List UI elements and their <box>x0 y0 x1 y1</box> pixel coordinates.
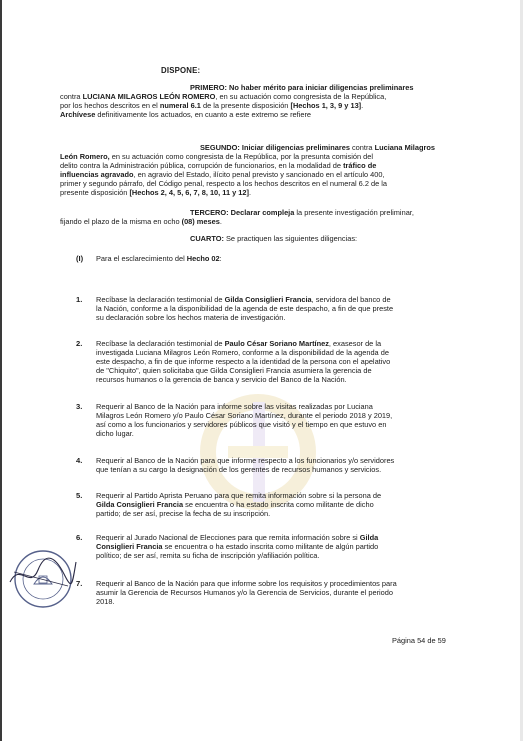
item-text-line: 2018. <box>96 597 115 607</box>
item-number: 6. <box>76 533 83 542</box>
item-text-line: dicho lugar. <box>96 429 134 439</box>
item-text-line: Gilda Consiglieri Francia se encuentra o ha estado inscrita como militante de dicho <box>96 500 374 510</box>
item-text-line: Recíbase la declaración testimonial de Gilda Consiglieri Francia, servidora del banco de <box>96 295 391 304</box>
item-text-line: así como a los funcionarios y servidores públicos que visitó y el tiempo en que estuvo en <box>96 420 387 430</box>
item-text-line: político; de ser así, remita su ficha de inscripción y/afiliación política. <box>96 551 320 561</box>
dispone-heading: DISPONE: <box>161 66 201 75</box>
tercero-line-1: TERCERO: Declarar compleja la presente investigación preliminar, <box>190 208 414 217</box>
tercero-line-2: fijando el plazo de la misma en ocho (08) meses. <box>60 217 222 226</box>
segundo-line-2: León Romero, en su actuación como congresista de la República, por la presunta comisión del <box>60 152 374 161</box>
item-text-line: investigada Luciana Milagros León Romero, conforme a la disponibilidad de la agenda de <box>96 348 389 358</box>
item-text-line: Requerir al Banco de la Nación para informe sobre las visitas realizadas por Luciana <box>96 402 373 411</box>
item-text-line: Requerir al Jurado Nacional de Elecciones para que remita información sobre si Gilda <box>96 533 379 542</box>
item-text-line: este despacho, a fin de que informe respecto a la identidad de la persona con el apelativo <box>96 357 391 367</box>
page-number: Página 54 de 59 <box>392 636 446 645</box>
primero-line-4: Archívese definitivamente los actuados, en cuanto a este extremo se refiere <box>60 110 312 119</box>
section-i-number: (I) <box>76 254 84 263</box>
segundo-line-4: influencias agravado, en agravio del Estado, ilícito penal previsto y sancionado en el artículo 400, <box>60 170 385 179</box>
item-text-line: Recíbase la declaración testimonial de Paulo César Soriano Martínez, exasesor de la <box>96 339 382 348</box>
item-number: 1. <box>76 295 83 304</box>
section-i-text: Para el esclarecimiento del Hecho 02: <box>96 254 222 263</box>
item-text-line: la Nación, conforme a la disponibilidad de la agenda de este despacho, a fin de que preste <box>96 304 394 314</box>
item-text-line: su declaración sobre los hechos materia de investigación. <box>96 313 286 323</box>
item-text-line: Requerir al Banco de la Nación para que informe respecto a los funcionarios y/o servidores <box>96 456 395 465</box>
primero-line-2: contra LUCIANA MILAGROS LEÓN ROMERO, en su actuación como congresista de la República, <box>60 92 387 101</box>
primero-line-1: PRIMERO: No haber mérito para iniciar diligencias preliminares <box>190 83 414 92</box>
segundo-line-3: delito contra la Administración pública, corrupción de funcionarios, en la modalidad de tráfico de <box>60 161 377 170</box>
item-number: 3. <box>76 402 83 411</box>
item-text-line: recursos humanos o la gerencia de banca y servicio del Banco de la Nación. <box>96 375 347 385</box>
item-number: 4. <box>76 456 83 465</box>
primero-line-3: por los hechos descritos en el numeral 6.1 de la presente disposición [Hechos 1, 3, 9 y 13]. <box>60 101 364 110</box>
cuarto-line: CUARTO: Se practiquen las siguientes diligencias: <box>190 234 358 243</box>
item-text-line: asumir la Gerencia de Recursos Humanos y/o la Gerencia de Servicios, durante el periodo <box>96 588 394 598</box>
item-text-line: partido; de ser así, precise la fecha de su inscripción. <box>96 509 271 519</box>
item-text-line: Requerir al Partido Aprista Peruano para que remita información sobre si la persona de <box>96 491 382 500</box>
item-number: 7. <box>76 579 83 588</box>
item-text-line: Requerir al Banco de la Nación para que informe sobre los requisitos y procedimientos para <box>96 579 397 588</box>
segundo-line-6: presente disposición [Hechos 2, 4, 5, 6, 7, 8, 10, 11 y 12]. <box>60 188 252 197</box>
item-number: 5. <box>76 491 83 500</box>
handwritten-signature-icon <box>8 552 78 592</box>
item-text-line: de "Chiquito", quien solicitaba que Gilda Consiglieri Francia asumiera la gerencia de <box>96 366 372 376</box>
item-text-line: que tenían a su cargo la designación de los gerentes de recursos humanos y servicios. <box>96 465 382 475</box>
item-number: 2. <box>76 339 83 348</box>
item-text-line: Consiglieri Francia se encuentra o ha estado inscrita como militante de algún partido <box>96 542 379 552</box>
segundo-line-5: primer y segundo párrafo, del Código penal, respecto a los hechos descritos en el numeral 6.2 de la <box>60 179 388 188</box>
segundo-line-1: SEGUNDO: Iniciar diligencias preliminares contra Luciana Milagros <box>200 143 435 152</box>
item-text-line: Milagros León Romero y/o Paulo César Soriano Martínez, durante el periodo 2018 y 2019, <box>96 411 393 421</box>
